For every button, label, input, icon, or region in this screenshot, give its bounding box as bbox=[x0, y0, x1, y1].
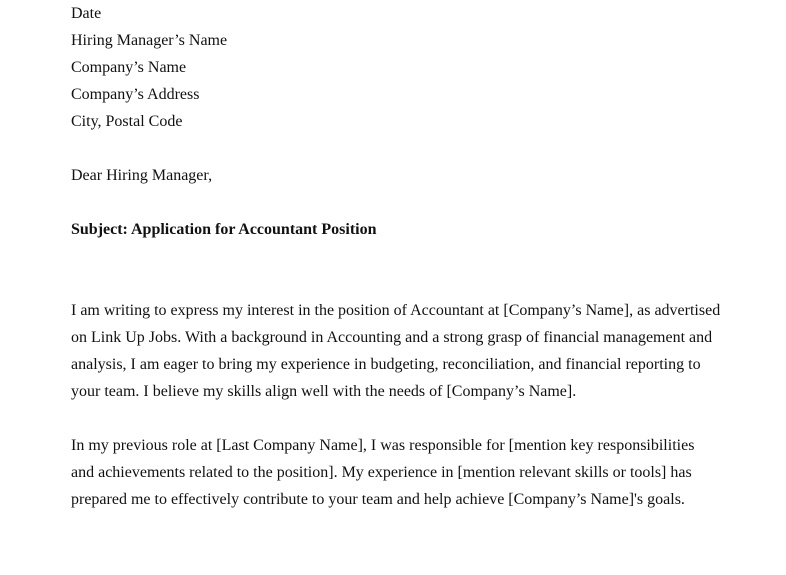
hiring-manager-name-line: Hiring Manager’s Name bbox=[71, 32, 228, 49]
date-line: Date bbox=[71, 5, 102, 22]
spacer bbox=[71, 243, 721, 270]
body-paragraph-2: In my previous role at [Last Company Name], I was responsible for [mention key responsibilities and achievements related to the position]. My experience in [mention relevant skills or tools] has prepared me to effectively contribute to your team and help achieve [Company’s Name]'s goals. bbox=[71, 437, 695, 508]
letter-header bbox=[71, 0, 721, 135]
spacer bbox=[71, 135, 721, 162]
spacer bbox=[71, 405, 721, 432]
cover-letter bbox=[71, 0, 721, 513]
company-name-line: Company’s Name bbox=[71, 59, 187, 76]
spacer bbox=[71, 270, 721, 297]
body-paragraph-1: I am writing to express my interest in the position of Accountant at [Company’s Name], as advertised on Link Up Jobs. With a background in Accounting and a strong grasp of financial management and analysis, I am eager to bring my experience in budgeting, reconciliation, and financial reporting to your team. I believe my skills align well with the needs of [Company’s Name]. bbox=[71, 302, 721, 400]
company-address-line: Company’s Address bbox=[71, 86, 200, 103]
subject-line: Subject: Application for Accountant Position bbox=[71, 221, 377, 238]
salutation: Dear Hiring Manager, bbox=[71, 167, 213, 184]
city-postal-line: City, Postal Code bbox=[71, 113, 183, 130]
spacer bbox=[71, 189, 721, 216]
